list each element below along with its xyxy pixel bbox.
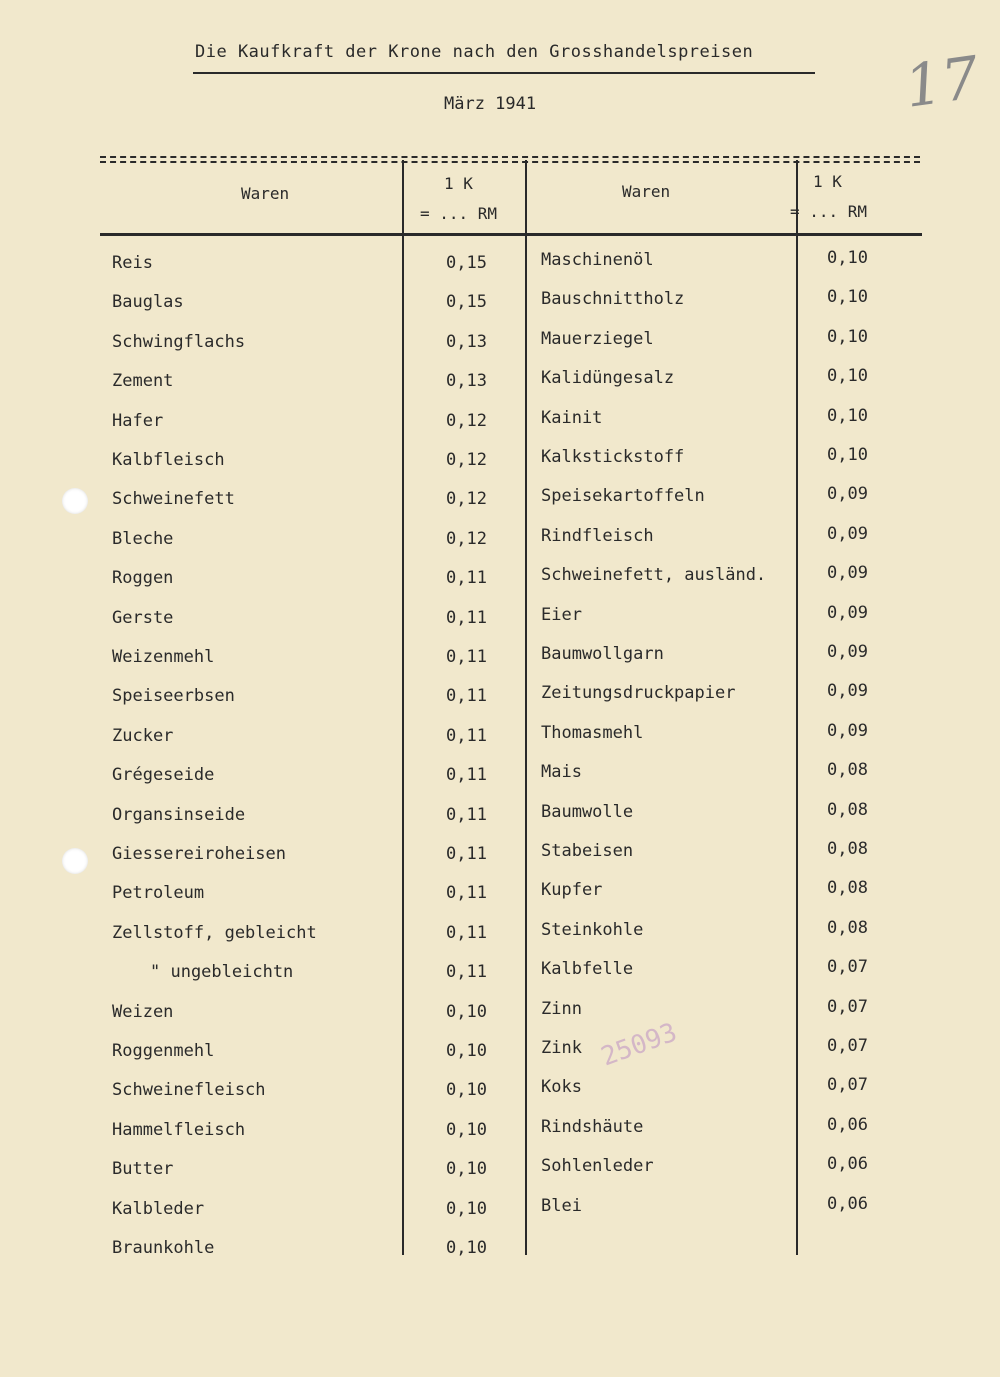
list-item-right-value: 0,08 [827,917,868,938]
list-item-right-name: Bauschnittholz [541,289,685,310]
list-item-left-value: 0,15 [446,292,487,313]
list-item-right-name: Kalbfelle [541,959,634,980]
list-item-left-name: Weizenmehl [112,647,215,667]
list-item-left-value: 0,10 [446,1238,487,1258]
list-item-right-value: 0,09 [827,642,868,662]
list-item-right-name: Stabeisen [541,841,634,861]
header-unit-right-bottom: = ... RM [790,202,868,221]
list-item-left-value: 0,11 [446,686,487,707]
list-item-left-name: Bauglas [112,292,184,313]
list-item-left-name: Hafer [112,410,164,431]
list-item-right-value: 0,08 [827,760,868,781]
column-divider [402,160,404,1255]
list-item-right-value: 0,10 [827,248,868,268]
list-item-left-name: Roggenmehl [112,1041,215,1061]
list-item-right-value: 0,09 [827,484,868,505]
list-item-left-value: 0,10 [446,1001,487,1022]
list-item-left-value: 0,10 [446,1159,487,1180]
list-item-left-value: 0,10 [446,1080,487,1101]
list-item-right-name: Baumwolle [541,801,634,822]
list-item-left-value: 0,11 [446,804,487,825]
list-item-right-value: 0,10 [827,445,868,465]
list-item-left-name: Reis [112,253,153,273]
list-item-left-value: 0,11 [446,725,487,746]
faded-stamp: 25093 [597,1017,682,1073]
list-item-right-value: 0,08 [827,839,868,859]
list-item-left-value: 0,12 [446,410,487,431]
list-item-right-value: 0,09 [827,720,868,741]
list-item-right-name: Mauerziegel [541,328,654,349]
list-item-left-name: Zucker [112,725,174,746]
list-item-left-value: 0,11 [446,568,487,589]
list-item-right-name: Kalidüngesalz [541,368,675,389]
list-item-right-name: Zeitungsdruckpapier [541,683,736,704]
list-item-right-name: Kainit [541,407,603,428]
punch-hole [62,848,88,874]
list-item-left-name: Weizen [112,1001,174,1022]
list-item-left-name: Petroleum [112,883,205,904]
list-item-left-name: Grégeseide [112,765,215,786]
list-item-right-value: 0,07 [827,996,868,1017]
list-item-right-value: 0,09 [827,523,868,544]
list-item-left-name: Schweinefett [112,489,235,510]
list-item-right-name: Zinn [541,998,582,1019]
list-item-right-value: 0,09 [827,602,868,623]
list-item-right-name: Koks [541,1077,582,1098]
header-waren-left: Waren [241,184,290,203]
list-item-left-value: 0,12 [446,489,487,510]
list-item-left-value: 0,11 [446,765,487,786]
list-item-left-value: 0,11 [446,647,487,667]
title-underline [193,72,815,74]
list-item-right-name: Steinkohle [541,919,644,940]
list-item-right-name: Schweinefett, ausländ. [541,565,767,586]
list-item-left-value: 0,12 [446,450,487,470]
list-item-right-value: 0,10 [827,287,868,308]
punch-hole [62,488,88,514]
list-item-left-value: 0,11 [446,883,487,904]
list-item-left-value: 0,13 [446,331,487,352]
list-item-left-value: 0,13 [446,371,487,392]
list-item-left-value: 0,15 [446,253,487,273]
list-item-left-name: Kalbfleisch [112,450,225,470]
list-item-left-name: Organsinseide [112,804,246,825]
list-item-left-name: Giessereiroheisen [112,844,286,864]
list-item-left-value: 0,10 [446,1119,487,1140]
list-item-right-value: 0,10 [827,405,868,426]
list-item-right-value: 0,06 [827,1154,868,1175]
list-item-left-value: 0,11 [446,962,487,983]
list-item-left-name: Gerste [112,607,174,628]
list-item-right-name: Baumwollgarn [541,644,664,664]
list-item-right-name: Kalkstickstoff [541,447,685,467]
list-item-right-name: Speisekartoffeln [541,486,705,507]
list-item-right-name: Maschinenöl [541,250,654,270]
list-item-left-name: Roggen [112,568,174,589]
list-item-right-name: Sohlenleder [541,1156,654,1177]
column-divider [796,160,798,1255]
list-item-right-name: Mais [541,762,582,783]
list-item-left-name: Bleche [112,528,174,549]
list-item-left-name: Butter [112,1159,174,1180]
list-item-right-value: 0,10 [827,366,868,387]
list-item-left-value: 0,11 [446,844,487,864]
column-divider [525,160,527,1255]
list-item-right-name: Kupfer [541,880,603,901]
list-item-right-value: 0,08 [827,799,868,820]
list-item-left-value: 0,10 [446,1041,487,1061]
list-item-left-name: Kalbleder [112,1198,205,1219]
list-item-left-name: Schwingflachs [112,331,246,352]
list-item-left-name: " ungebleichtn [150,962,294,983]
list-item-right-value: 0,07 [827,1075,868,1096]
list-item-left-name: Speiseerbsen [112,686,235,707]
list-item-left-name: Zellstoff, gebleicht [112,922,317,943]
list-item-left-value: 0,11 [446,922,487,943]
header-unit-right-top: 1 K [813,172,842,191]
list-item-left-value: 0,11 [446,607,487,628]
list-item-right-value: 0,07 [827,1036,868,1056]
list-item-left-value: 0,10 [446,1198,487,1219]
document-date: März 1941 [444,94,537,114]
list-item-left-name: Zement [112,371,174,392]
list-item-right-value: 0,06 [827,1114,868,1135]
list-item-left-name: Schweinefleisch [112,1080,266,1101]
list-item-left-name: Hammelfleisch [112,1119,246,1140]
list-item-right-value: 0,08 [827,878,868,899]
list-item-left-name: Braunkohle [112,1238,215,1258]
list-item-right-value: 0,10 [827,326,868,347]
list-item-right-value: 0,09 [827,563,868,584]
list-item-right-name: Zink [541,1038,582,1058]
list-item-right-name: Rindfleisch [541,525,654,546]
header-unit-left-bottom: = ... RM [420,204,498,223]
list-item-right-value: 0,07 [827,957,868,978]
header-waren-right: Waren [622,182,671,201]
list-item-left-value: 0,12 [446,528,487,549]
pencil-page-mark: 17 [900,43,984,121]
list-item-right-name: Thomasmehl [541,722,644,743]
list-item-right-name: Blei [541,1195,582,1216]
list-item-right-value: 0,06 [827,1193,868,1214]
table-header-rule [100,233,922,236]
list-item-right-value: 0,09 [827,681,868,702]
document-title: Die Kaufkraft der Krone nach den Grosshandelspreisen [195,42,754,62]
list-item-right-name: Eier [541,604,582,625]
list-item-right-name: Rindshäute [541,1116,644,1137]
header-unit-left-top: 1 K [444,174,473,193]
